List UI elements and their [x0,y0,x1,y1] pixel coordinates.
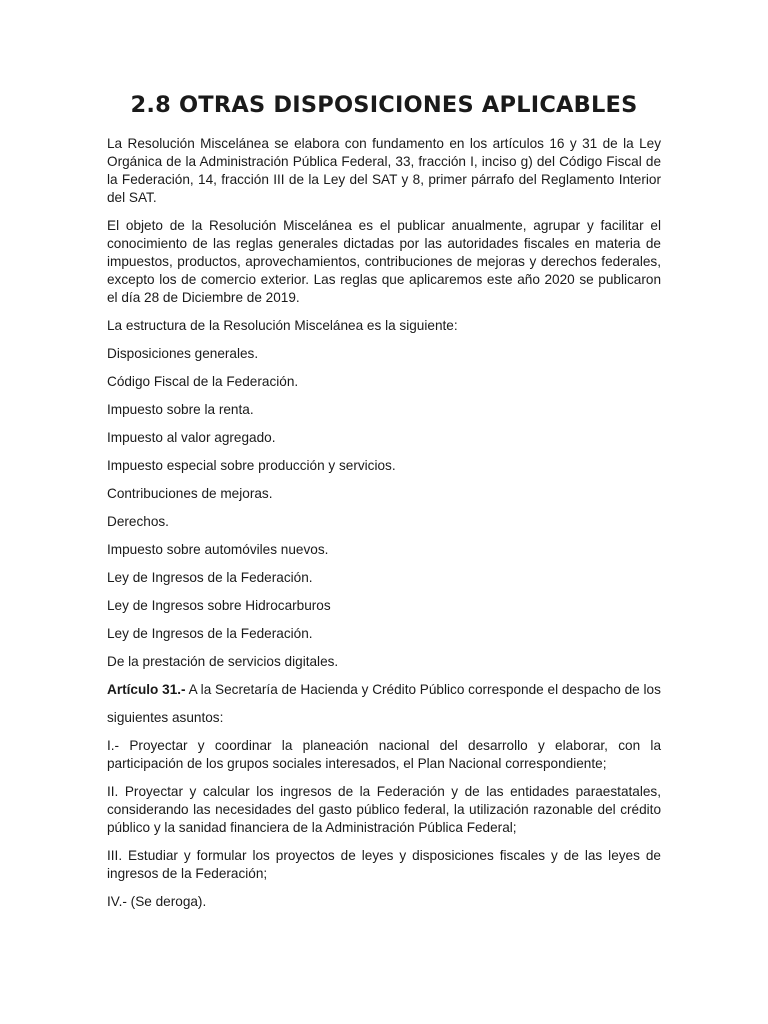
structure-item: Impuesto al valor agregado. [107,430,276,445]
structure-item: Impuesto especial sobre producción y servicios. [107,458,396,473]
structure-list [107,345,661,671]
structure-item: Ley de Ingresos sobre Hidrocarburos [107,598,331,613]
article-item-ii: II. Proyectar y calcular los ingresos de la Federación y de las entidades paraestatales, considerando las necesidades del gasto público federal, la utilización razonable del crédito público y la sanidad financiera de la Administración Pública Federal; [107,784,661,835]
structure-item: De la prestación de servicios digitales. [107,654,339,669]
structure-item: Disposiciones generales. [107,346,259,361]
article-item-iii: III. Estudiar y formular los proyectos de leyes y disposiciones fiscales y de las leyes de ingresos de la Federación; [107,848,661,881]
structure-item: Derechos. [107,514,169,529]
structure-item: Impuesto sobre la renta. [107,402,254,417]
article-continuation: siguientes asuntos: [107,710,224,725]
article-text: A la Secretaría de Hacienda y Crédito Público corresponde el despacho de los [185,682,661,697]
structure-intro: La estructura de la Resolución Miscelánea es la siguiente: [107,318,458,333]
structure-item: Contribuciones de mejoras. [107,486,273,501]
article-heading [107,681,661,699]
intro-paragraph-legal-basis: La Resolución Miscelánea se elabora con fundamento en los artículos 16 y 31 de la Ley Orgánica de la Administración Pública Federal, 33, fracción I, inciso g) del Código Fiscal de la Federación, 14, fracción III de la Ley del SAT y 8, primer párrafo del Reglamento Interior del SAT. [107,136,661,205]
article-item-i: I.- Proyectar y coordinar la planeación nacional del desarrollo y elaborar, con la participación de los grupos sociales interesados, el Plan Nacional correspondiente; [107,738,661,771]
structure-item: Ley de Ingresos de la Federación. [107,570,313,585]
intro-paragraph-objective: El objeto de la Resolución Miscelánea es el publicar anualmente, agrupar y facilitar el conocimiento de las reglas generales dictadas por las autoridades fiscales en materia de impuestos, productos, aprovechamientos, contribuciones de mejoras y derechos federales, excepto los de comercio exterior. Las reglas que aplicaremos este año 2020 se publicaron el día 28 de Diciembre de 2019. [107,218,661,305]
article-item-iv: IV.- (Se deroga). [107,894,207,909]
structure-item: Impuesto sobre automóviles nuevos. [107,542,329,557]
page-title: 2.8 OTRAS DISPOSICIONES APLICABLES [130,92,638,118]
article-label: Artículo 31.- [107,682,186,697]
document-page [107,92,661,921]
structure-item: Código Fiscal de la Federación. [107,374,299,389]
structure-item: Ley de Ingresos de la Federación. [107,626,313,641]
